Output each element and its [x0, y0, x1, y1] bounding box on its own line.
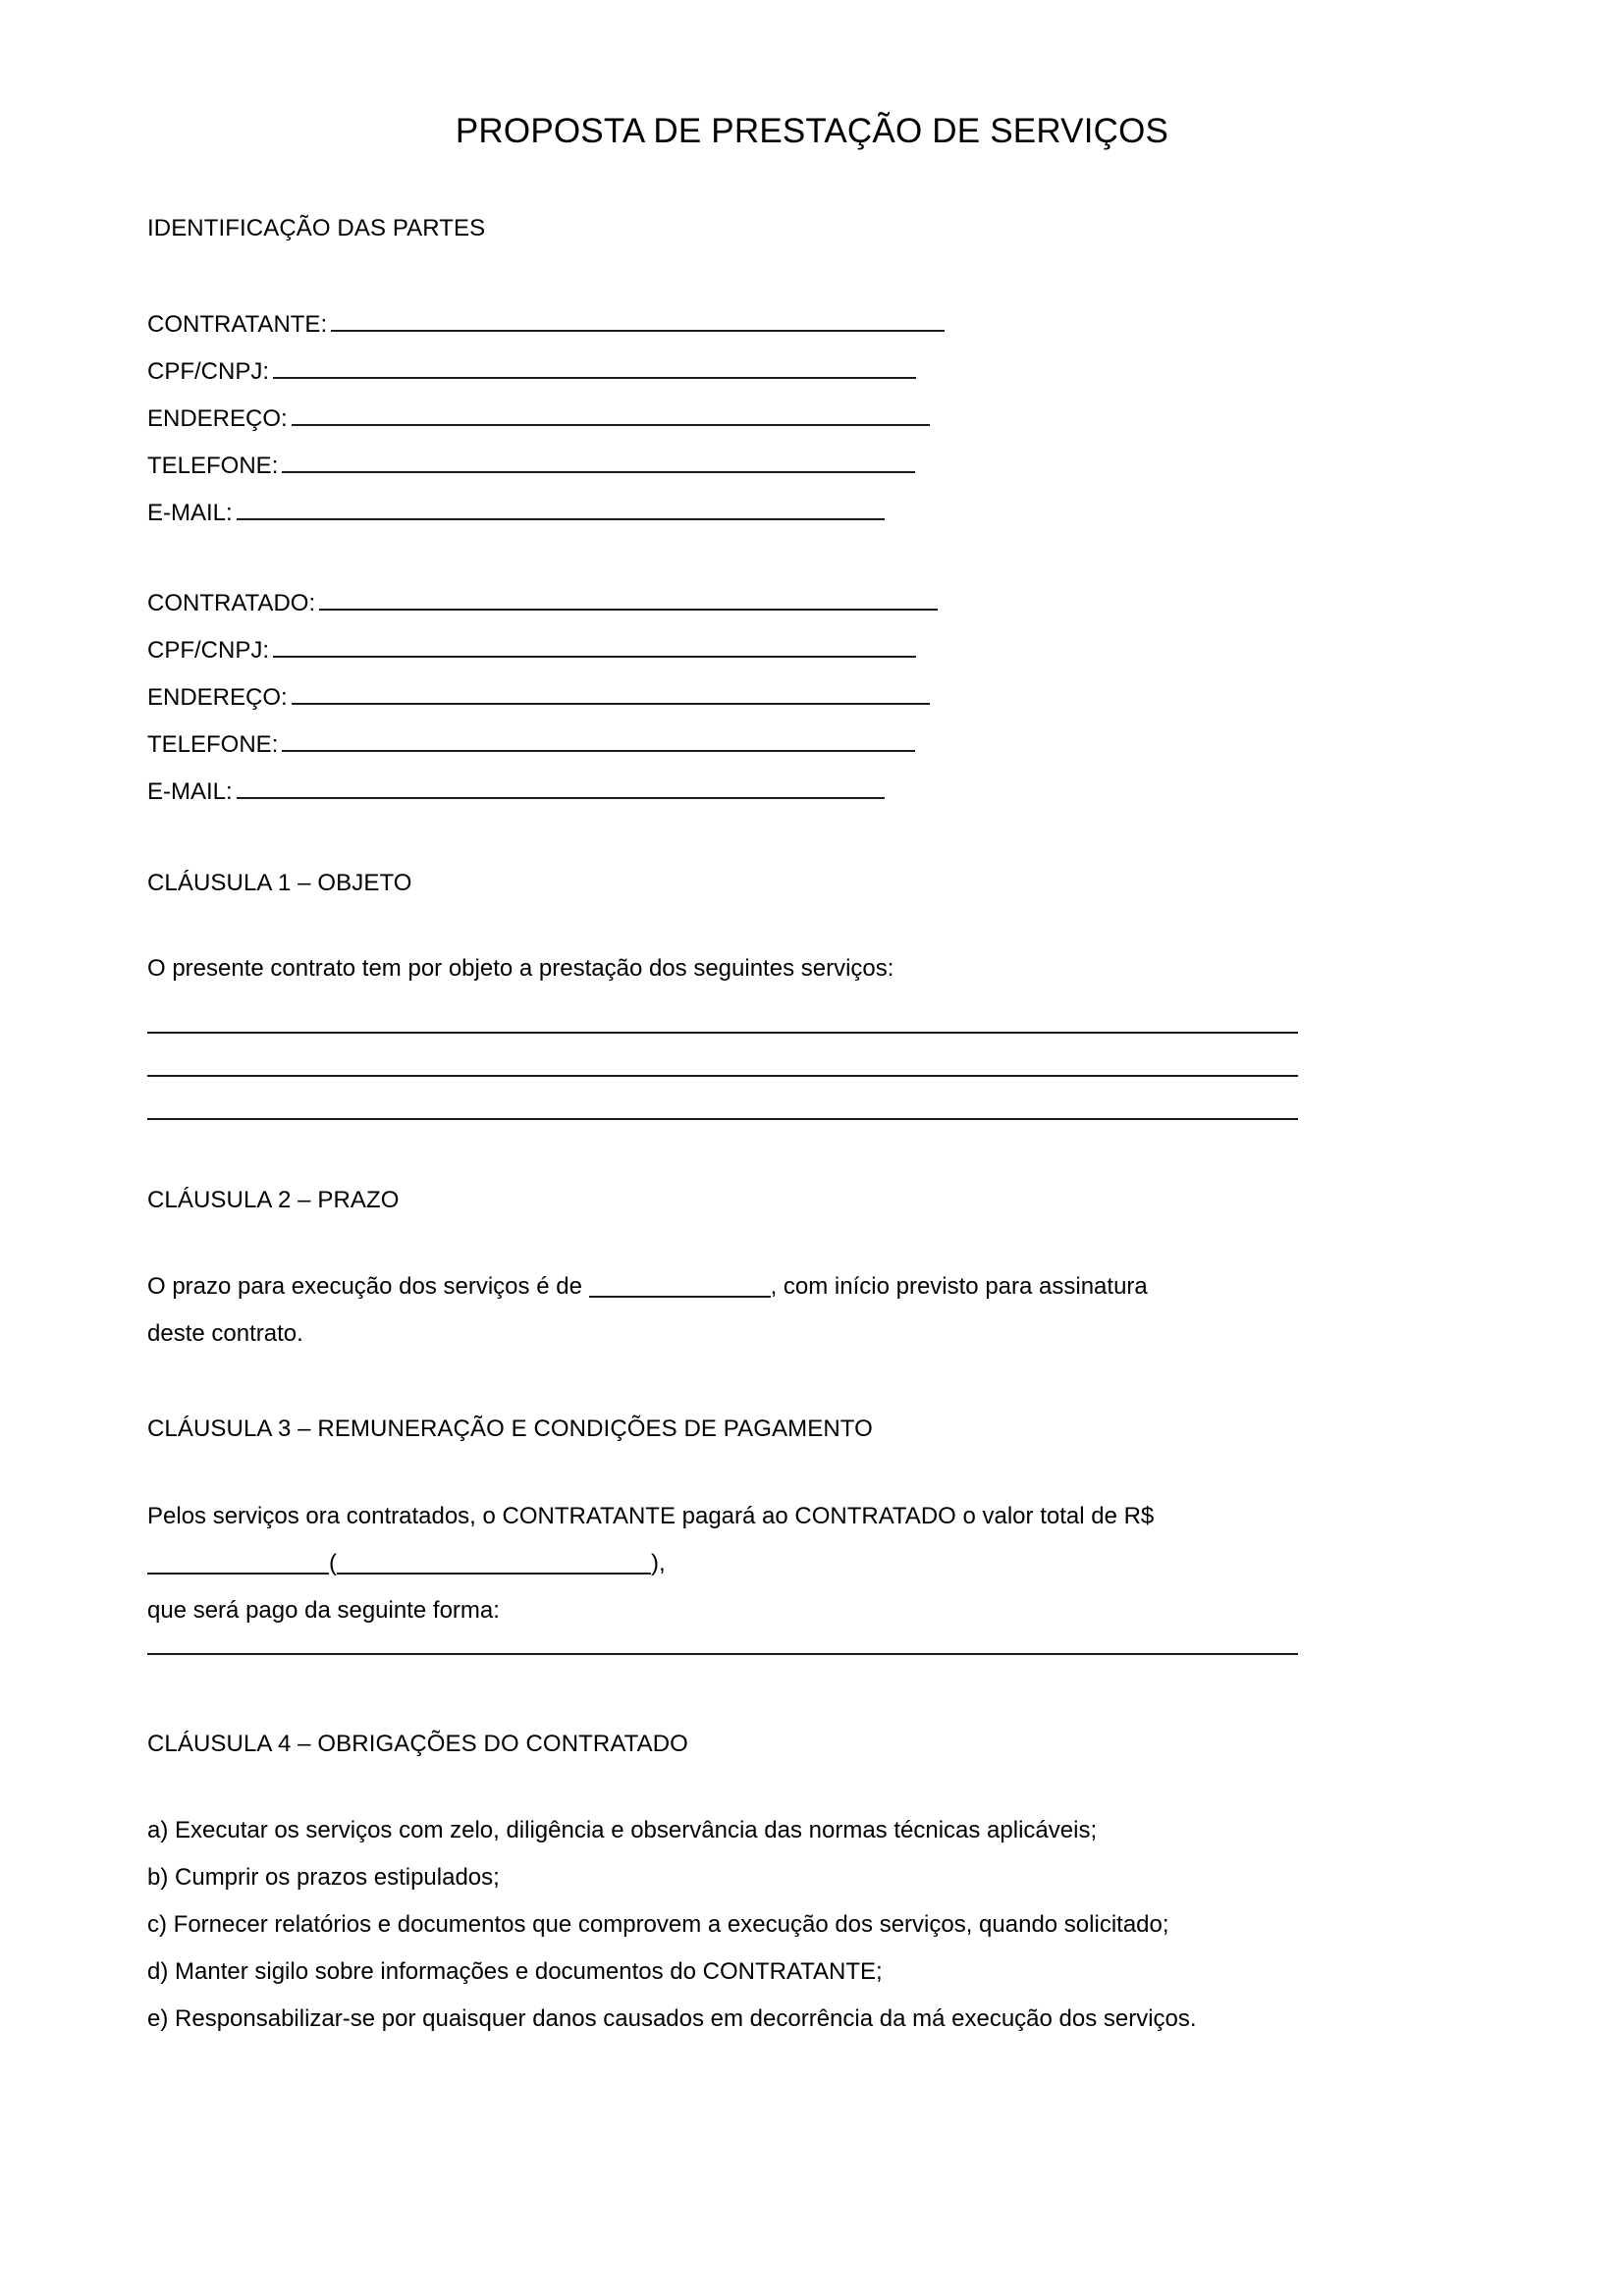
field-row-contratado-name	[147, 589, 1306, 618]
identification-section	[147, 214, 1306, 243]
clause-3-payment-blank-line[interactable]	[147, 1653, 1298, 1655]
clause-2-body	[147, 1272, 1306, 1349]
field-label: TELEFONE:	[147, 731, 279, 758]
list-item: c) Fornecer relatórios e documentos que comprovem a execução dos serviços, quando solicitado;	[147, 1911, 1169, 1938]
field-row-contratado-cpf	[147, 636, 1306, 666]
blank-writing-line[interactable]	[147, 1075, 1298, 1077]
field-row-contratado-email	[147, 777, 1306, 807]
list-item: b) Cumprir os prazos estipulados;	[147, 1864, 500, 1891]
clause-3-line-2	[147, 1549, 1306, 1578]
clause-2-paragraph	[147, 1272, 1306, 1302]
clause-1-heading: CLÁUSULA 1 – OBJETO	[147, 870, 412, 896]
contratante-block	[147, 310, 1306, 528]
field-blank-rule[interactable]	[292, 404, 930, 426]
clause-4-heading: CLÁUSULA 4 – OBRIGAÇÕES DO CONTRATADO	[147, 1731, 688, 1757]
clause-3-amount-written-blank[interactable]	[337, 1555, 651, 1575]
field-blank-rule[interactable]	[273, 636, 916, 658]
clause-2-term-blank[interactable]	[589, 1278, 771, 1298]
clause-1-intro: O presente contrato tem por objeto a prestação dos seguintes serviços:	[147, 955, 894, 982]
clause-3-line-1: Pelos serviços ora contratados, o CONTRATANTE pagará ao CONTRATADO o valor total de R$	[147, 1503, 1155, 1529]
field-label: E-MAIL:	[147, 778, 233, 805]
field-blank-rule[interactable]	[237, 777, 885, 799]
page-title: PROPOSTA DE PRESTAÇÃO DE SERVIÇOS	[455, 112, 1169, 150]
clause-4-section	[147, 1730, 1306, 1759]
clause-3-open-paren: (	[329, 1550, 337, 1576]
clause-1-blank-lines	[147, 1032, 1306, 1120]
field-label: CPF/CNPJ:	[147, 637, 270, 664]
clause-2-heading: CLÁUSULA 2 – PRAZO	[147, 1187, 400, 1213]
field-row-contratante-address	[147, 404, 1306, 434]
clause-2-continuation: deste contrato.	[147, 1320, 303, 1347]
field-label: CONTRATANTE:	[147, 311, 328, 338]
list-item: a) Executar os serviços com zelo, diligência e observância das normas técnicas aplicáveis;	[147, 1817, 1098, 1843]
field-row-contratado-phone	[147, 730, 1306, 760]
clause-3-close-paren: ),	[651, 1550, 666, 1576]
list-item: e) Responsabilizar-se por quaisquer danos causados em decorrência da má execução dos serviços.	[147, 2005, 1197, 2032]
blank-writing-line[interactable]	[147, 1118, 1298, 1120]
field-label: CONTRATADO:	[147, 590, 316, 616]
clause-1-intro-wrap	[147, 954, 1306, 984]
field-label: CPF/CNPJ:	[147, 358, 270, 385]
clause-4-obligations-list	[147, 1816, 1306, 2034]
contratado-block	[147, 589, 1306, 807]
clause-3-body	[147, 1502, 1306, 1655]
clause-3-heading: CLÁUSULA 3 – REMUNERAÇÃO E CONDIÇÕES DE PAGAMENTO	[147, 1415, 873, 1442]
field-row-contratante-email	[147, 499, 1306, 528]
clause-3-amount-numeric-blank[interactable]	[147, 1555, 329, 1575]
field-row-contratante-name	[147, 310, 1306, 340]
field-blank-rule[interactable]	[282, 452, 915, 473]
field-blank-rule[interactable]	[282, 730, 915, 752]
clause-2-text-after: , com início previsto para assinatura	[770, 1273, 1148, 1300]
field-blank-rule[interactable]	[331, 310, 945, 332]
clause-3-line-3: que será pago da seguinte forma:	[147, 1597, 500, 1624]
clause-1-section	[147, 869, 1306, 898]
field-label: ENDEREÇO:	[147, 684, 288, 711]
list-item: d) Manter sigilo sobre informações e documentos do CONTRATANTE;	[147, 1958, 883, 1985]
field-row-contratante-cpf	[147, 357, 1306, 387]
field-row-contratado-address	[147, 683, 1306, 713]
field-label: E-MAIL:	[147, 500, 233, 526]
field-label: ENDEREÇO:	[147, 405, 288, 432]
field-blank-rule[interactable]	[273, 357, 916, 379]
identification-heading: IDENTIFICAÇÃO DAS PARTES	[147, 215, 486, 241]
clause-2-section	[147, 1186, 1306, 1215]
field-row-contratante-phone	[147, 452, 1306, 481]
blank-writing-line[interactable]	[147, 1032, 1298, 1034]
clause-2-text-before: O prazo para execução dos serviços é de	[147, 1273, 589, 1300]
field-blank-rule[interactable]	[237, 499, 885, 520]
field-blank-rule[interactable]	[319, 589, 938, 611]
clause-3-section	[147, 1415, 1306, 1444]
field-blank-rule[interactable]	[292, 683, 930, 705]
field-label: TELEFONE:	[147, 453, 279, 479]
